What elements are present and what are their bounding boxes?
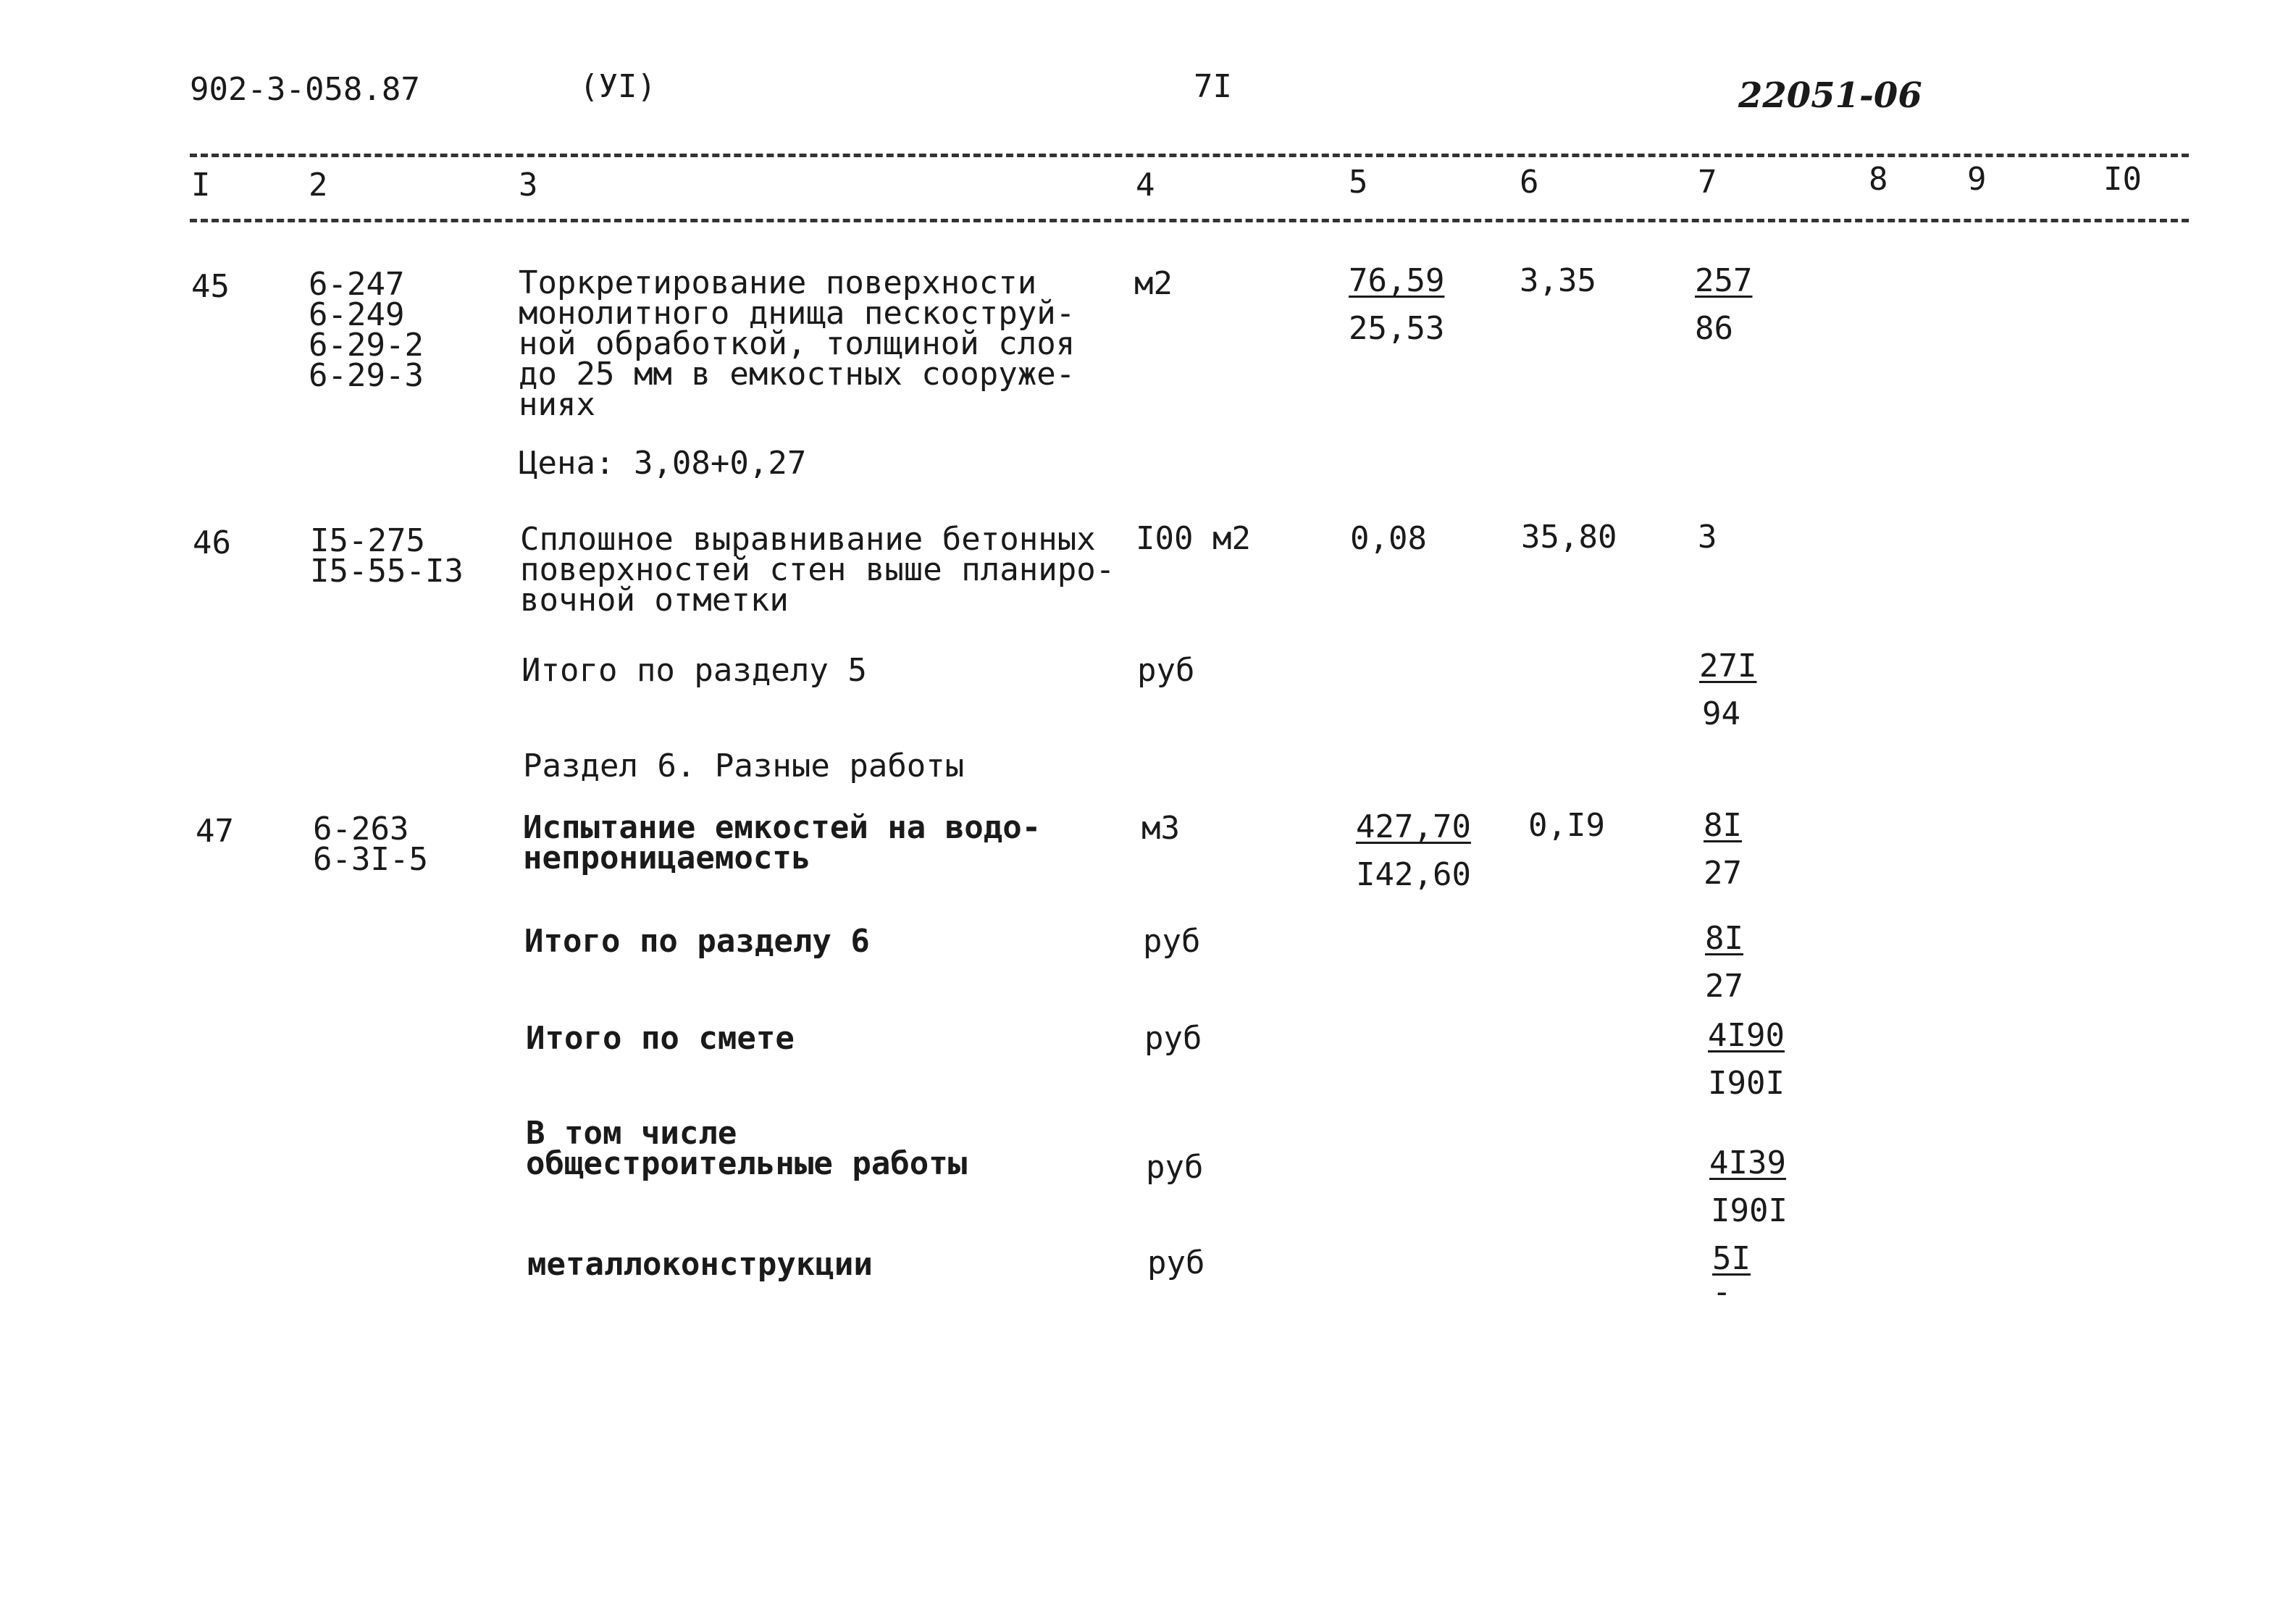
col6-value: 35,80 bbox=[1521, 519, 1617, 556]
col6-value: 3,35 bbox=[1520, 262, 1596, 299]
row-description: Торкретирование поверхности монолитного днища пескоструй- ной обработкой, толщиной слоя до 25 мм в емкостных сооруже- ниях bbox=[519, 264, 1076, 423]
column-header-2: 2 bbox=[309, 167, 328, 204]
row-unit: руб bbox=[1137, 652, 1195, 689]
column-header-1: I bbox=[191, 167, 211, 204]
col7-bottom-value: I90I bbox=[1711, 1192, 1788, 1229]
row-unit: руб bbox=[1143, 923, 1201, 960]
col7-top-value: 257 bbox=[1695, 262, 1753, 299]
col7-top-value: 4I39 bbox=[1709, 1144, 1786, 1181]
row-description: Испытание емкостей на водо- непроницаемость bbox=[523, 809, 1042, 876]
row-number: 45 bbox=[191, 268, 230, 305]
column-header-3: 3 bbox=[519, 167, 538, 204]
col7-top-value: 27I bbox=[1699, 648, 1757, 685]
row-number: 47 bbox=[196, 813, 234, 850]
column-header-9: 9 bbox=[1967, 161, 1987, 198]
column-header-10: I0 bbox=[2103, 161, 2142, 198]
row-number: 46 bbox=[193, 524, 231, 561]
col7-bottom-value: 27 bbox=[1704, 855, 1742, 892]
row-description: Итого по смете bbox=[526, 1020, 795, 1057]
row-unit: руб bbox=[1147, 1244, 1205, 1281]
row-codes: 6-263 6-3I-5 bbox=[313, 811, 428, 878]
col7-bottom-value: 86 bbox=[1695, 310, 1733, 347]
row-unit: руб bbox=[1144, 1020, 1202, 1057]
col5-top-value: 0,08 bbox=[1350, 520, 1427, 557]
col7-bottom-value: 94 bbox=[1702, 695, 1740, 732]
col7-bottom-value: I90I bbox=[1708, 1065, 1785, 1102]
row-unit: м3 bbox=[1141, 810, 1180, 847]
header-bottom-rule bbox=[190, 219, 2189, 222]
column-header-4: 4 bbox=[1136, 167, 1155, 204]
header-top-rule bbox=[190, 154, 2189, 157]
col6-value: 0,I9 bbox=[1528, 807, 1605, 844]
col7-top-value: 8I bbox=[1704, 807, 1742, 844]
row-description: Итого по разделу 6 bbox=[524, 923, 870, 960]
row-codes: I5-275 I5-55-I3 bbox=[310, 522, 464, 590]
row-codes: 6-247 6-249 6-29-2 6-29-3 bbox=[309, 266, 424, 394]
document-number: 902-3-058.87 bbox=[190, 71, 420, 108]
column-header-5: 5 bbox=[1349, 164, 1368, 201]
col7-bottom-value: - bbox=[1712, 1273, 1732, 1310]
row-unit: м2 bbox=[1134, 265, 1173, 302]
column-header-7: 7 bbox=[1698, 164, 1717, 201]
row-description: Итого по разделу 5 bbox=[521, 652, 867, 689]
price-note: Цена: 3,08+0,27 bbox=[519, 445, 807, 482]
volume-label: (УI) bbox=[579, 68, 656, 105]
col5-top-value: 427,70 bbox=[1356, 808, 1471, 845]
inventory-number: 22051-06 bbox=[1738, 75, 1922, 116]
row-description: В том числе общестроительные работы bbox=[526, 1115, 968, 1182]
column-header-8: 8 bbox=[1869, 161, 1888, 198]
col7-top-value: 3 bbox=[1698, 519, 1717, 556]
col5-top-value: 76,59 bbox=[1349, 262, 1445, 299]
row-unit: I00 м2 bbox=[1136, 520, 1251, 557]
col5-bottom-value: 25,53 bbox=[1349, 310, 1445, 347]
column-header-6: 6 bbox=[1520, 164, 1539, 201]
page-number: 7I bbox=[1194, 68, 1232, 105]
col7-top-value: 5I bbox=[1712, 1240, 1751, 1277]
row-description: металлоконструкции bbox=[527, 1246, 873, 1283]
row-description: Сплошное выравнивание бетонных поверхностей стен выше планиро- вочной отметки bbox=[520, 521, 1115, 619]
col7-bottom-value: 27 bbox=[1705, 968, 1743, 1005]
col7-top-value: 4I90 bbox=[1708, 1017, 1785, 1054]
col7-top-value: 8I bbox=[1705, 920, 1743, 957]
section-heading: Раздел 6. Разные работы bbox=[523, 748, 965, 784]
col5-bottom-value: I42,60 bbox=[1356, 856, 1471, 893]
row-unit: руб bbox=[1146, 1149, 1204, 1186]
